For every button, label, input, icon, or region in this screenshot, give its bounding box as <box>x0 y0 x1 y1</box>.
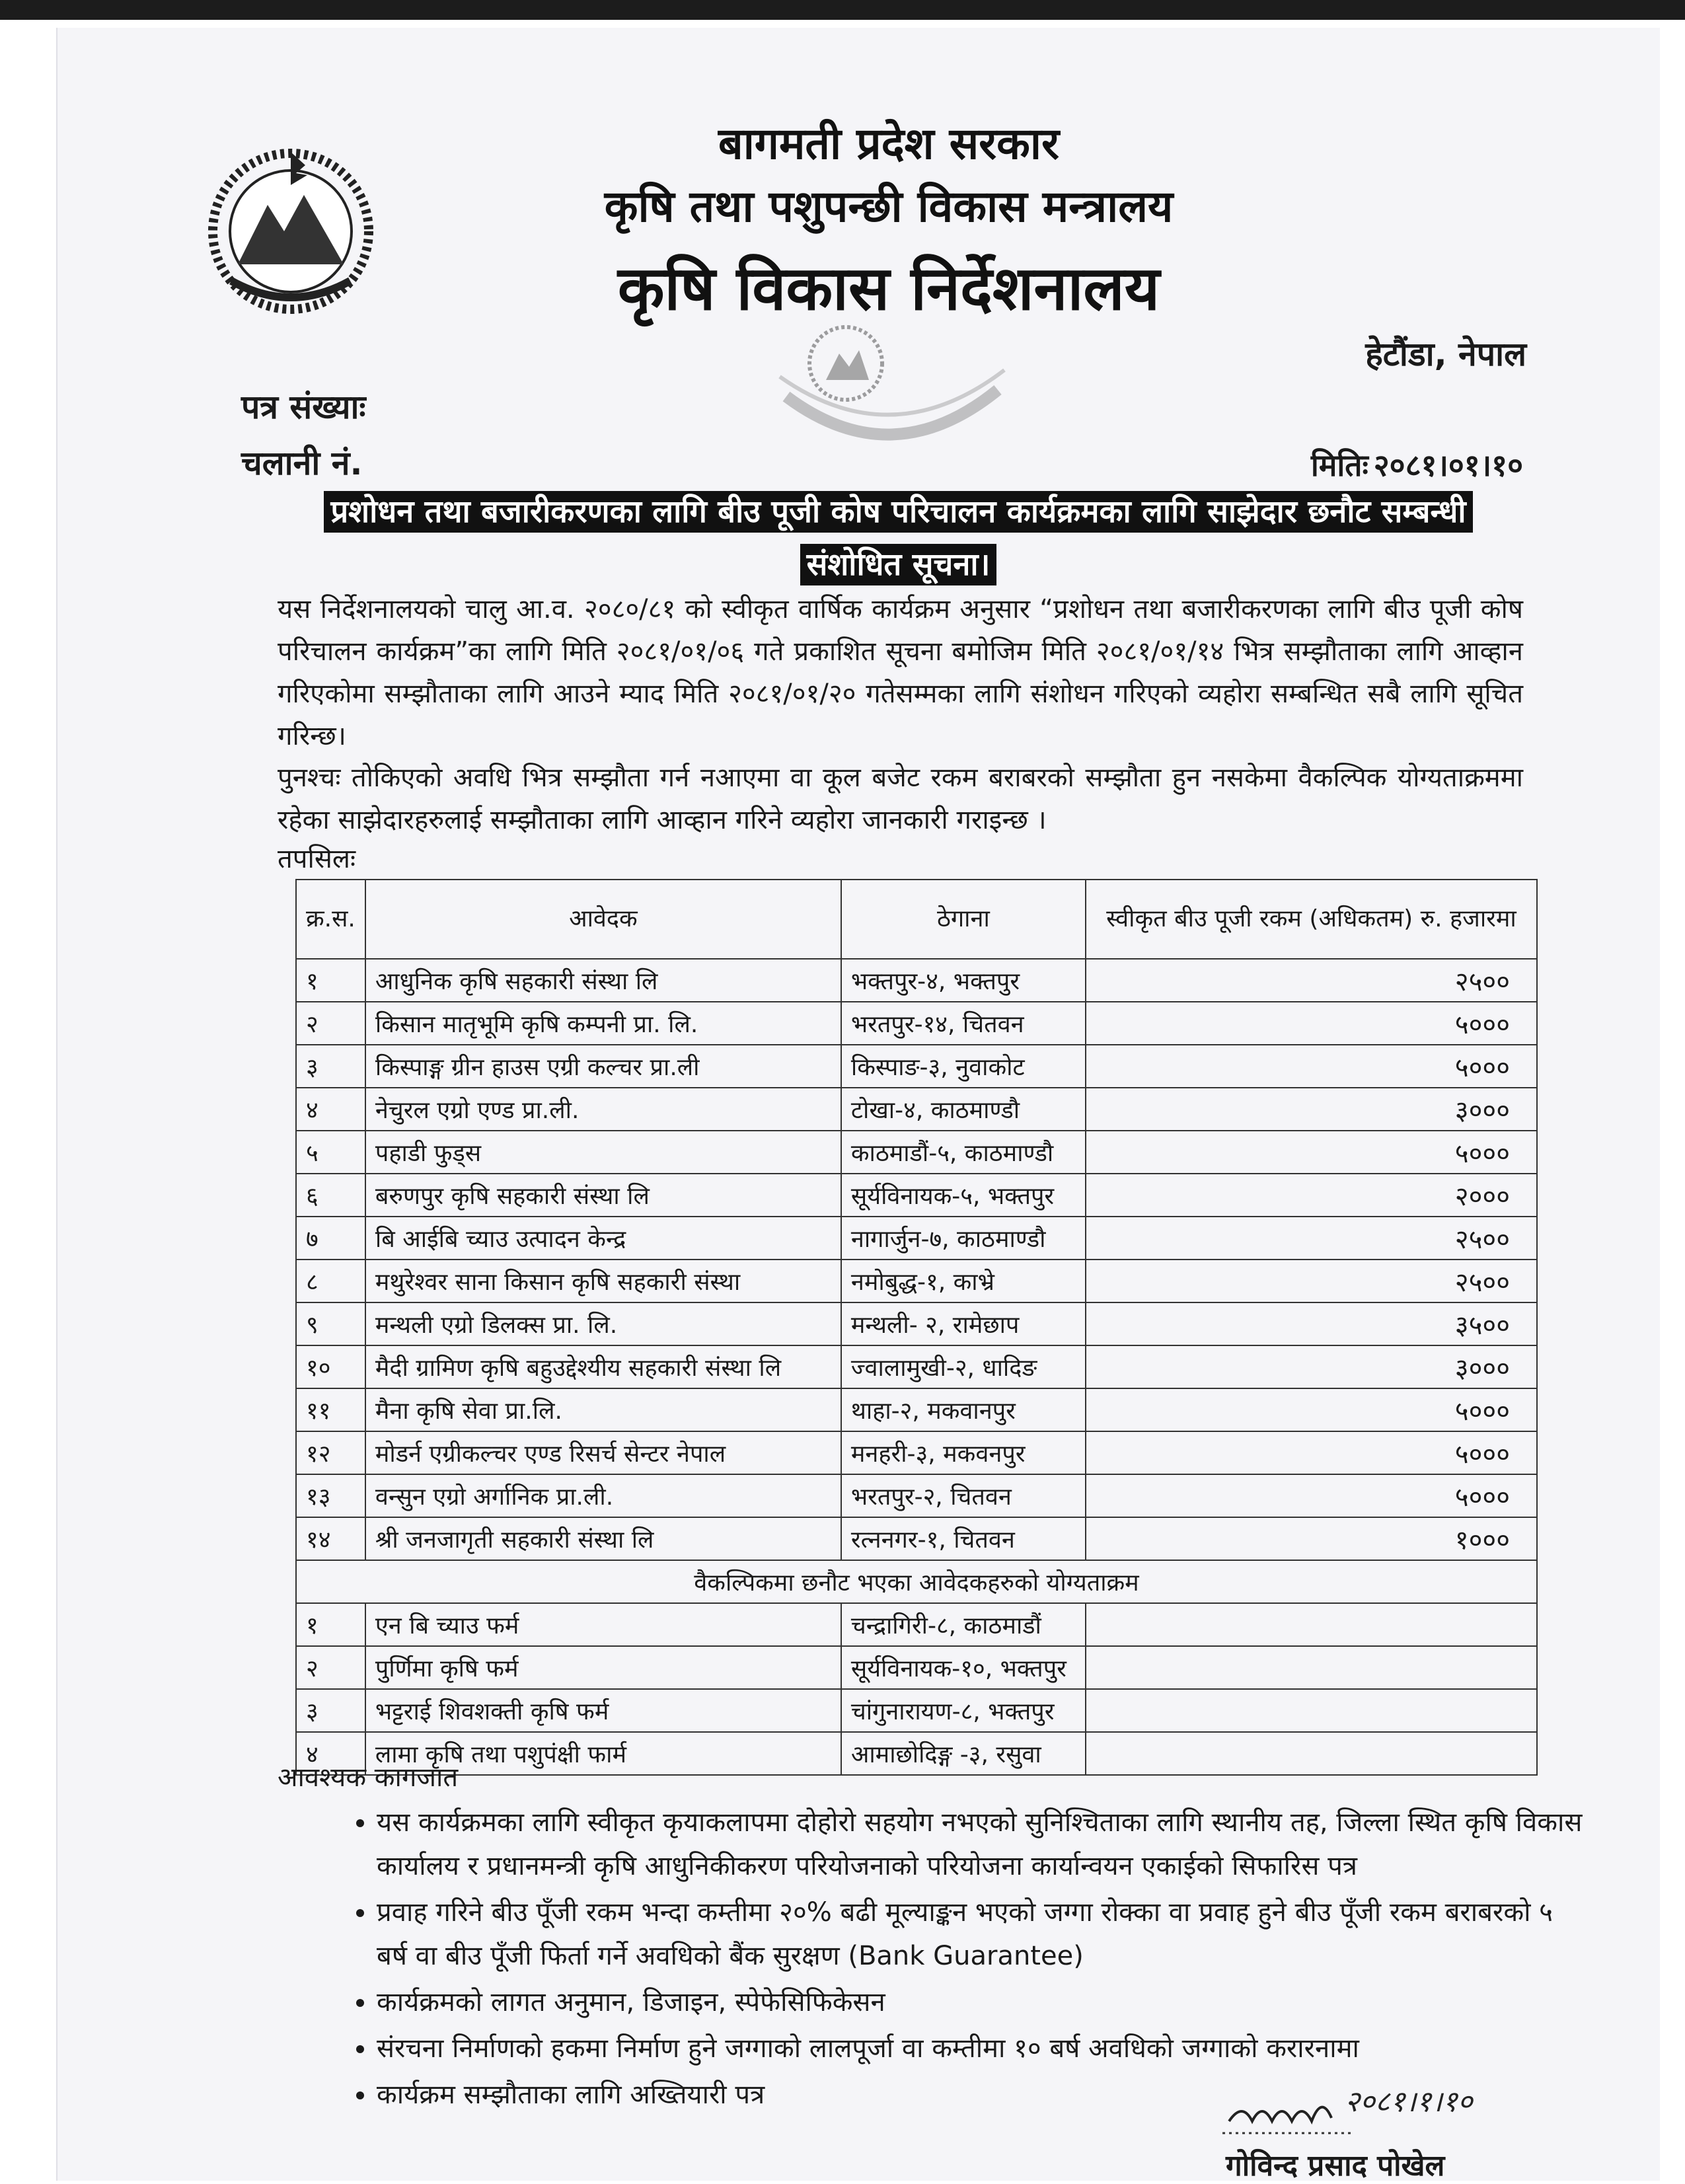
cell-sn: १ <box>296 1603 365 1646</box>
cell-applicant: नेचुरल एग्रो एण्ड प्रा.ली. <box>365 1088 841 1131</box>
signer-name: गोविन्द प्रसाद पोखेल <box>1226 2149 1445 2183</box>
signature-date: २०८१।१।१० <box>1345 2085 1473 2119</box>
body-paragraph-postscript: पुनश्चः तोकिएको अवधि भित्र सम्झौता गर्न नआएमा वा कूल बजेट रकम बराबरको सम्झौता हुन नसकेमा वैकल्पिक योग्यताक्रममा रहेका साझेदारहरुलाई सम्झौताका लागि आव्हान गरिने व्यहोरा जानकारी गराइन्छ । <box>278 763 1523 835</box>
letter-date <box>1311 444 1523 485</box>
cell-applicant: मैना कृषि सेवा प्रा.लि. <box>365 1388 841 1431</box>
alternate-section-heading-row <box>296 1560 1537 1603</box>
documents-list <box>317 1801 1586 2119</box>
cell-amount <box>1086 1689 1537 1732</box>
alternate-table-row <box>296 1603 1537 1646</box>
cell-amount: २००० <box>1086 1174 1537 1217</box>
cell-address: रत्ननगर-१, चितवन <box>841 1517 1086 1560</box>
cell-address: ज्वालामुखी-२, धादिङ <box>841 1345 1086 1388</box>
cell-sn: ५ <box>296 1131 365 1174</box>
cell-address: मन्थली- २, रामेछाप <box>841 1302 1086 1345</box>
cell-applicant: मथुरेश्वर साना किसान कृषि सहकारी संस्था <box>365 1260 841 1302</box>
cell-sn: २ <box>296 1002 365 1045</box>
table-header-row <box>296 880 1537 959</box>
alternate-table-row <box>296 1646 1537 1689</box>
cell-amount: २५०० <box>1086 959 1537 1002</box>
col-header-sn: क्र.स. <box>296 880 365 959</box>
selected-partners-table <box>295 879 1538 1776</box>
cell-sn: १० <box>296 1345 365 1388</box>
dispatch-number-label: चलानी नं. <box>241 444 363 482</box>
cell-amount: ५००० <box>1086 1388 1537 1431</box>
cell-amount <box>1086 1732 1537 1775</box>
cell-sn: १४ <box>296 1517 365 1560</box>
cell-applicant: किसान मातृभूमि कृषि कम्पनी प्रा. लि. <box>365 1002 841 1045</box>
cell-amount <box>1086 1603 1537 1646</box>
gov-heading: बागमती प्रदेश सरकार <box>718 118 1059 169</box>
table-row <box>296 1388 1537 1431</box>
date-label: मितिः <box>1310 447 1368 483</box>
alternate-section-heading: वैकल्पिकमा छनौट भएका आवेदकहरुको योग्यताक्रम <box>296 1560 1537 1603</box>
cell-address: नमोबुद्ध-१, काभ्रे <box>841 1260 1086 1302</box>
table-row <box>296 1088 1537 1131</box>
scan-top-border <box>0 0 1685 20</box>
table-row <box>296 1260 1537 1302</box>
cell-sn: ४ <box>296 1088 365 1131</box>
cell-amount: ५००० <box>1086 1131 1537 1174</box>
cell-applicant: पुर्णिमा कृषि फर्म <box>365 1646 841 1689</box>
cell-applicant: लामा कृषि तथा पशुपंक्षी फार्म <box>365 1732 841 1775</box>
cell-address: काठमाडौं-५, काठमाण्डौ <box>841 1131 1086 1174</box>
cell-applicant: वन्सुन एग्रो अर्गानिक प्रा.ली. <box>365 1474 841 1517</box>
cell-applicant: किस्पाङ्ग ग्रीन हाउस एग्री कल्चर प्रा.ली <box>365 1045 841 1088</box>
table-row <box>296 1217 1537 1260</box>
documents-title: आवश्यक कागजात <box>278 1762 459 1793</box>
cell-applicant: मैदी ग्रामिण कृषि बहुउद्देश्यीय सहकारी संस्था लि <box>365 1345 841 1388</box>
cell-sn: ९ <box>296 1302 365 1345</box>
letter-number-label: पत्र संख्याः <box>241 388 366 426</box>
cell-applicant: बि आईबि च्याउ उत्पादन केन्द्र <box>365 1217 841 1260</box>
cell-sn: १ <box>296 959 365 1002</box>
details-label: तपसिलः <box>278 844 356 874</box>
cell-applicant: मोडर्न एग्रीकल्चर एण्ड रिसर्च सेन्टर नेपाल <box>365 1431 841 1474</box>
cell-amount: १००० <box>1086 1517 1537 1560</box>
cell-amount: ३५०० <box>1086 1302 1537 1345</box>
cell-sn: ४ <box>296 1732 365 1775</box>
table-row <box>296 959 1537 1002</box>
cell-address: चन्द्रागिरी-८, काठमाडौं <box>841 1603 1086 1646</box>
cell-sn: २ <box>296 1646 365 1689</box>
cell-amount <box>1086 1646 1537 1689</box>
ministry-heading: कृषि तथा पशुपन्छी विकास मन्त्रालय <box>604 181 1174 232</box>
cell-address: भरतपुर-२, चितवन <box>841 1474 1086 1517</box>
table-row <box>296 1302 1537 1345</box>
cell-sn: १२ <box>296 1431 365 1474</box>
cell-amount: ३००० <box>1086 1088 1537 1131</box>
subject-text: प्रशोधन तथा बजारीकरणका लागि बीउ पूजी कोष परिचालन कार्यक्रमका लागि साझेदार छनौट सम्बन्धी संशोधित सूचना। <box>324 491 1472 585</box>
cell-applicant: पहाडी फुड्स <box>365 1131 841 1174</box>
table-body <box>296 959 1537 1775</box>
cell-amount: ५००० <box>1086 1002 1537 1045</box>
col-header-amount: स्वीकृत बीउ पूजी रकम (अधिकतम) रु. हजारमा <box>1086 880 1537 959</box>
cell-sn: ६ <box>296 1174 365 1217</box>
cell-sn: ३ <box>296 1045 365 1088</box>
cell-sn: ८ <box>296 1260 365 1302</box>
table-row <box>296 1002 1537 1045</box>
col-header-address: ठेगाना <box>841 880 1086 959</box>
cell-sn: ११ <box>296 1388 365 1431</box>
table-row <box>296 1174 1537 1217</box>
table-row <box>296 1517 1537 1560</box>
cell-applicant: श्री जनजागृती सहकारी संस्था लि <box>365 1517 841 1560</box>
alternate-table-row <box>296 1689 1537 1732</box>
table-row <box>296 1045 1537 1088</box>
cell-address: सूर्यविनायक-५, भक्तपुर <box>841 1174 1086 1217</box>
table-row <box>296 1345 1537 1388</box>
notice-subject <box>299 486 1498 591</box>
cell-address: चांगुनारायण-८, भक्तपुर <box>841 1689 1086 1732</box>
col-header-applicant: आवेदक <box>365 880 841 959</box>
cell-applicant: मन्थली एग्रो डिलक्स प्रा. लि. <box>365 1302 841 1345</box>
document-item: • कार्यक्रमको लागत अनुमान, डिजाइन, स्पेफेसिफिकेसन <box>377 1980 1586 2024</box>
document-item: • प्रवाह गरिने बीउ पूँजी रकम भन्दा कम्तीमा २०% बढी मूल्याङ्कन भएको जग्गा रोक्का वा प्रवाह हुने बीउ पूँजी रकम बराबरको ५ बर्ष वा बीउ पूँजी फिर्ता गर्ने अवधिको बैंक सुरक्षण (Bank Guarantee) <box>377 1891 1586 1978</box>
cell-applicant: भट्टराई शिवशक्ती कृषि फर्म <box>365 1689 841 1732</box>
cell-address: भक्तपुर-४, भक्तपुर <box>841 959 1086 1002</box>
handwritten-signature <box>1222 2075 1526 2141</box>
cell-address: किस्पाङ-३, नुवाकोट <box>841 1045 1086 1088</box>
cell-address: आमाछोदिङ्ग -३, रसुवा <box>841 1732 1086 1775</box>
cell-address: मनहरी-३, मकवनपुर <box>841 1431 1086 1474</box>
document-item: • यस कार्यक्रमका लागि स्वीकृत कृयाकलापमा दोहोरो सहयोग नभएको सुनिश्चिताका लागि स्थानीय तह, जिल्ला स्थित कृषि विकास कार्यालय र प्रधानमन्त्री कृषि आधुनिकीकरण परियोजनाको परियोजना कार्यान्वयन एकाईको सिफारिस पत्र <box>377 1801 1586 1888</box>
cell-amount: २५०० <box>1086 1260 1537 1302</box>
office-stamp <box>773 317 1011 482</box>
office-location: हेटौंडा, नेपाल <box>1365 335 1526 373</box>
document-item: • संरचना निर्माणको हकमा निर्माण हुने जग्गाको लालपूर्जा वा कम्तीमा १० बर्ष अवधिको जग्गाको करारनामा <box>377 2027 1586 2070</box>
cell-sn: ३ <box>296 1689 365 1732</box>
cell-amount: २५०० <box>1086 1217 1537 1260</box>
cell-amount: ५००० <box>1086 1045 1537 1088</box>
directorate-heading: कृषि विकास निर्देशनालय <box>617 253 1160 324</box>
table-row <box>296 1474 1537 1517</box>
cell-applicant: बरुणपुर कृषि सहकारी संस्था लि <box>365 1174 841 1217</box>
table-row <box>296 1431 1537 1474</box>
cell-sn: ७ <box>296 1217 365 1260</box>
cell-address: सूर्यविनायक-१०, भक्तपुर <box>841 1646 1086 1689</box>
alternate-table-row <box>296 1732 1537 1775</box>
cell-amount: ३००० <box>1086 1345 1537 1388</box>
cell-applicant: एन बि च्याउ फर्म <box>365 1603 841 1646</box>
cell-amount: ५००० <box>1086 1431 1537 1474</box>
cell-applicant: आधुनिक कृषि सहकारी संस्था लि <box>365 959 841 1002</box>
document-item: • कार्यक्रम सम्झौताका लागि अख्तियारी पत्र <box>377 2073 1586 2117</box>
cell-amount: ५००० <box>1086 1474 1537 1517</box>
cell-address: भरतपुर-१४, चितवन <box>841 1002 1086 1045</box>
cell-address: नागार्जुन-७, काठमाण्डौ <box>841 1217 1086 1260</box>
cell-address: थाहा-२, मकवानपुर <box>841 1388 1086 1431</box>
cell-address: टोखा-४, काठमाण्डौ <box>841 1088 1086 1131</box>
body-paragraph-1: यस निर्देशनालयको चालु आ.व. २०८०/८१ को स्वीकृत वार्षिक कार्यक्रम अनुसार “प्रशोधन तथा बजारीकरणका लागि बीउ पूजी कोष परिचालन कार्यक्रम”का लागि मिति २०८१/०१/०६ गते प्रकाशित सूचना बमोजिम मिति २०८१/०१/१४ भित्र सम्झौताका लागि आव्हान गरिएकोमा सम्झौताका लागि आउने म्याद मिति २०८१/०१/२० गतेसम्मका लागि संशोधन गरिएको व्यहोरा सम्बन्धित सबै लागि सूचित गरिन्छ। <box>278 594 1523 751</box>
table-row <box>296 1131 1537 1174</box>
date-value: २०८१।०१।१० <box>1373 447 1523 483</box>
cell-sn: १३ <box>296 1474 365 1517</box>
